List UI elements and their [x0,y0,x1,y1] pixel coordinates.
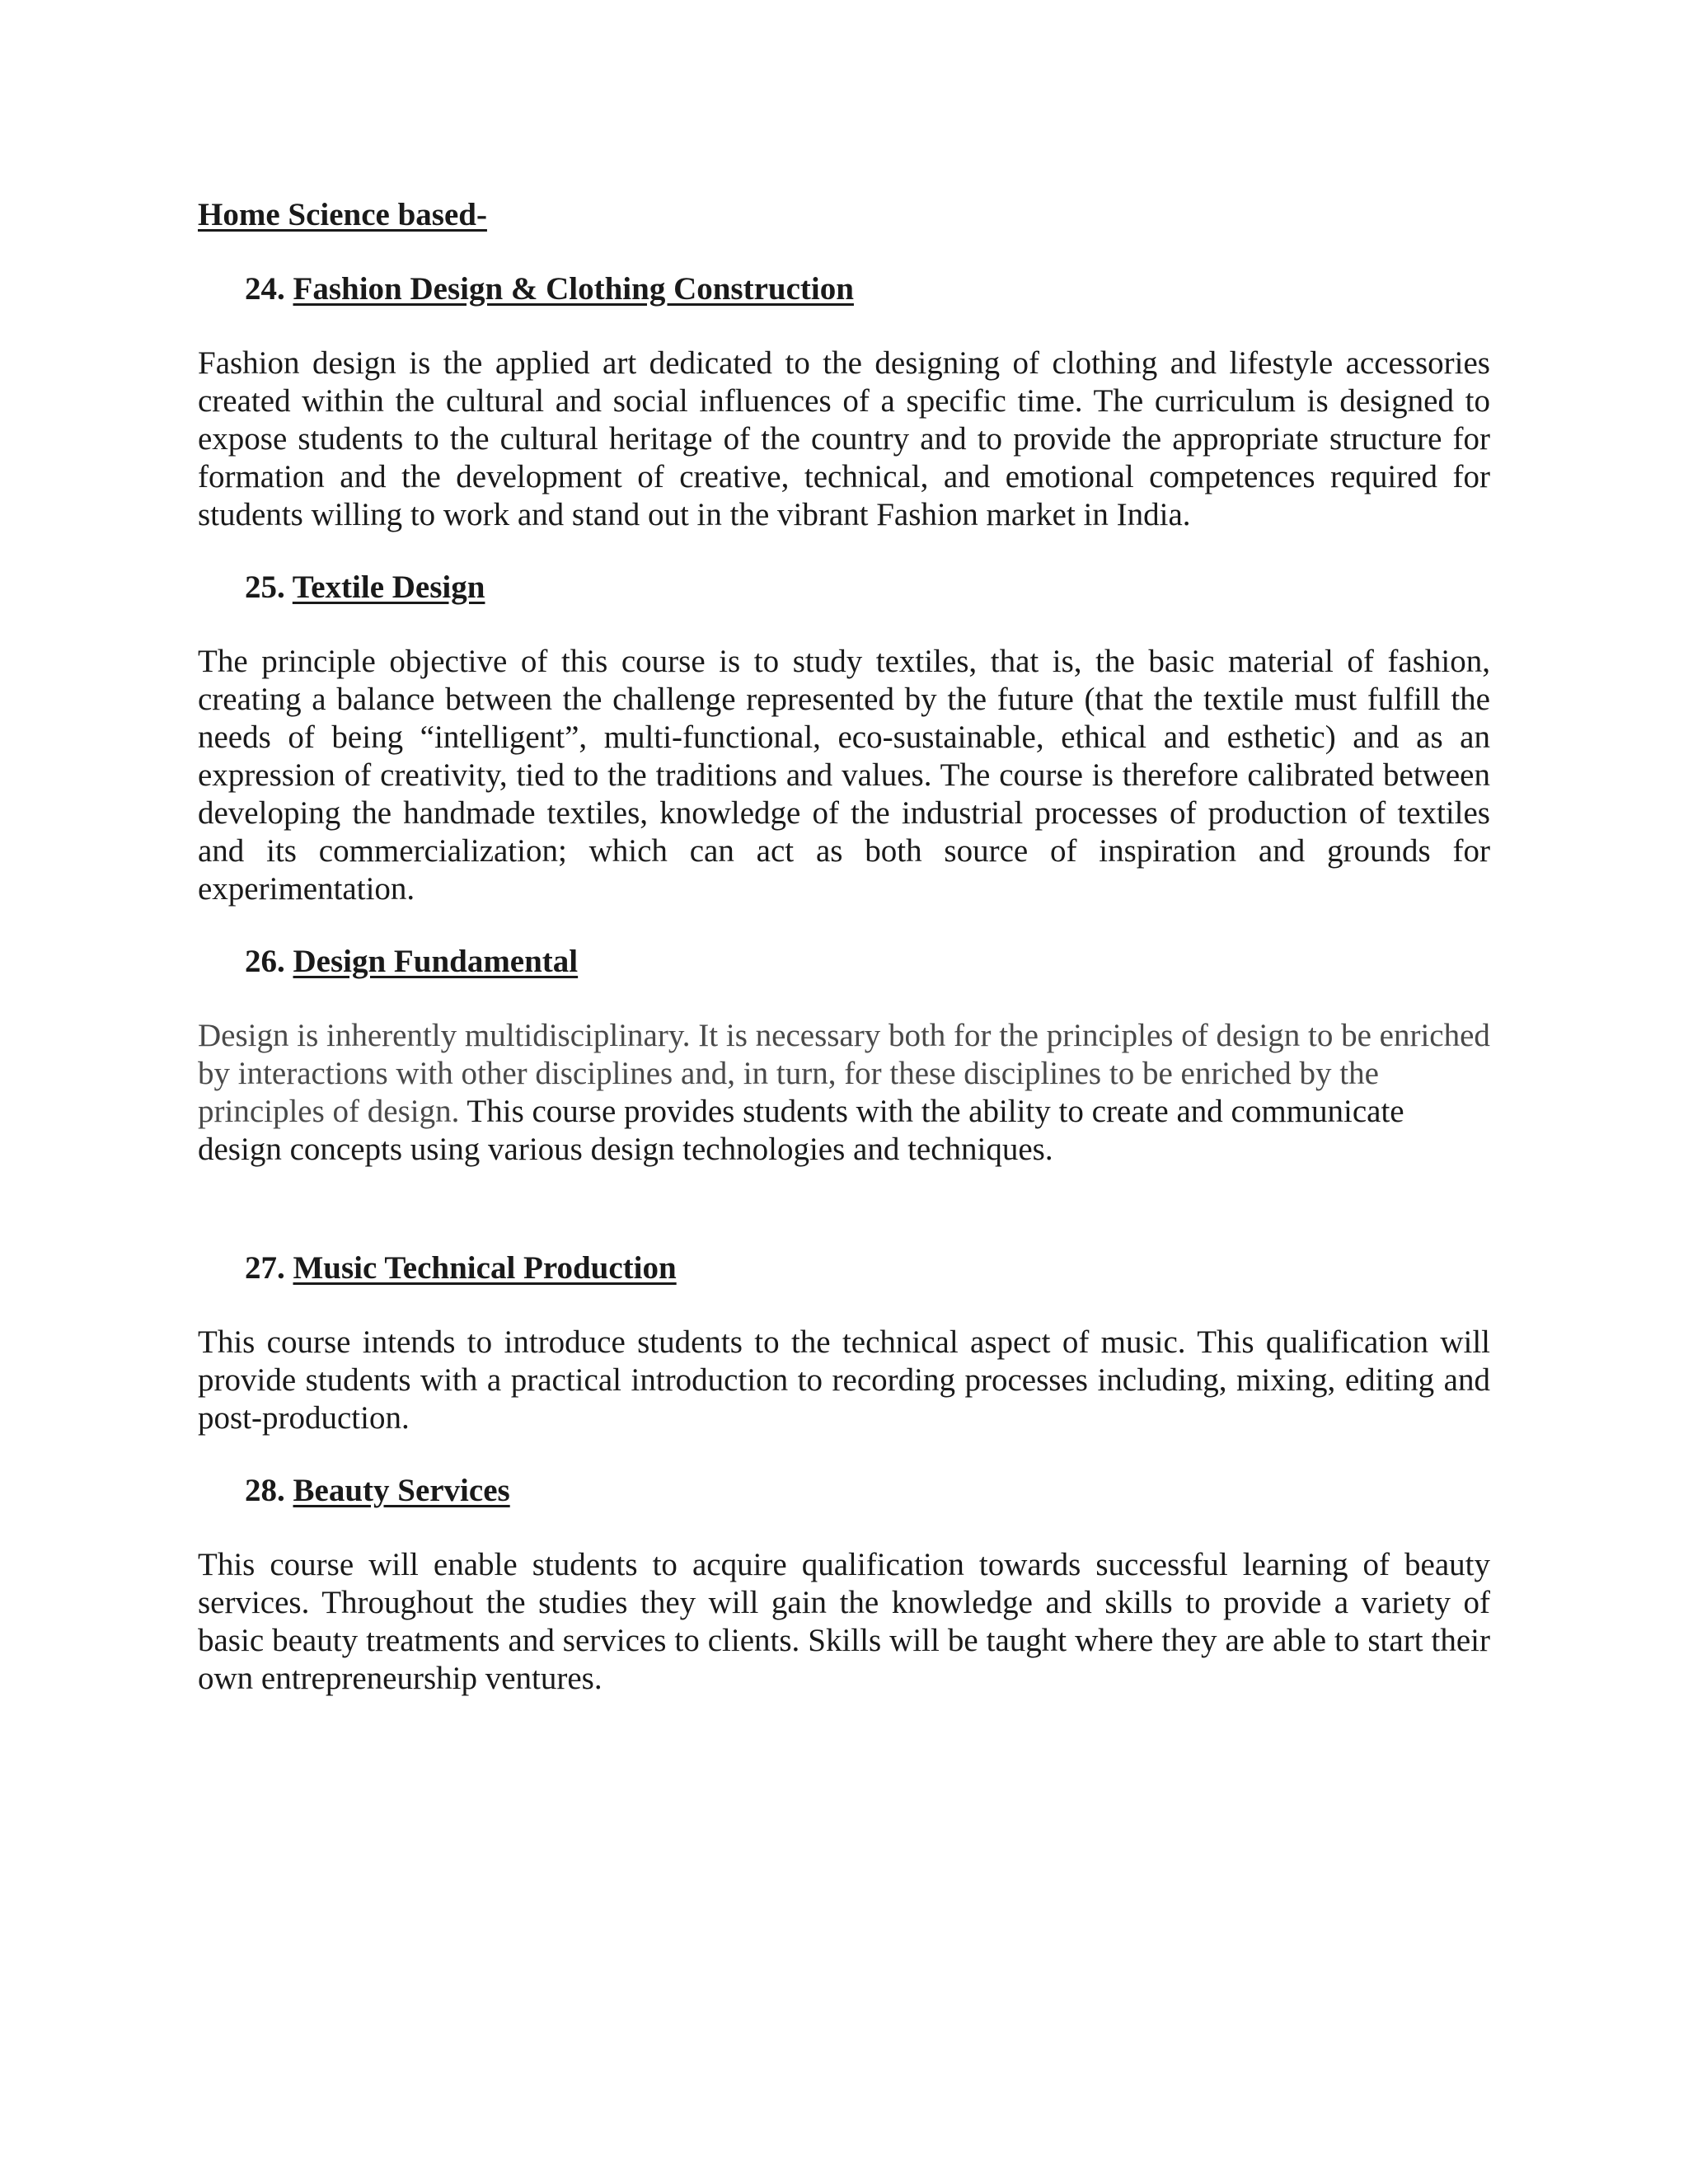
section-body: This course will enable students to acquire qualification towards successful learning of beauty services. Throughout the studies they will gain the knowledge and skills to provide a variety of basic beauty treatments and services to clients. Skills will be taught where they are able to start their own entrepreneurship ventures. [198,1547,1490,1696]
section-body-quote: Design is inherently multidisciplinary. It is necessary both for the principles of design to be enriched by interactions with other disciplines and, in turn, for these disciplines to be enriched by the principles of design. [198,1018,1490,1129]
section-fashion-design [198,269,1490,534]
document-page [198,194,1490,1698]
section-number: 26. [245,944,285,979]
section-number: 28. [245,1473,285,1508]
section-title [245,941,1490,982]
section-title [245,1470,1490,1511]
section-body: The principle objective of this course is to study textiles, that is, the basic material of fashion, creating a balance between the challenge represented by the future (that the textile must fulfill the needs of being “intelligent”, multi-functional, eco-sustainable, ethical and esthetic) and as an expression of creativity, tied to the traditions and values. The course is therefore calibrated between developing the handmade textiles, knowledge of the industrial processes of production of textiles and its commercialization; which can act as both source of inspiration and grounds for experimentation. [198,644,1490,907]
section-design-fundamental [198,941,1490,1169]
section-title-text: Fashion Design & Clothing Construction [293,271,854,307]
section-number: 27. [245,1250,285,1286]
section-body [198,1017,1490,1169]
section-beauty-services [198,1470,1490,1698]
section-body: This course intends to introduce students to the technical aspect of music. This qualification will provide students with a practical introduction to recording processes including, mixing, editing and post-production. [198,1324,1490,1436]
page-heading: Home Science based- [198,197,487,232]
section-title-text: Design Fundamental [293,944,579,979]
section-body-rest: This course provides students with the ability to create and communicate design concepts using various design technologies and techniques. [198,1094,1404,1167]
section-number: 24. [245,271,285,307]
section-title [245,1248,1490,1289]
section-body: Fashion design is the applied art dedicated to the designing of clothing and lifestyle accessories created within the cultural and social influences of a specific time. The curriculum is designed to expose students to the cultural heritage of the country and to provide the appropriate structure for formation and the development of creative, technical, and emotional competences required for students willing to work and stand out in the vibrant Fashion market in India. [198,345,1490,532]
section-title [245,269,1490,310]
section-title-text: Beauty Services [293,1473,510,1508]
section-textile-design [198,567,1490,908]
section-music-technical-production [198,1248,1490,1437]
section-number: 25. [245,569,285,605]
section-title-text: Music Technical Production [293,1250,677,1286]
section-title-text: Textile Design [292,569,485,605]
section-title [245,567,1490,608]
